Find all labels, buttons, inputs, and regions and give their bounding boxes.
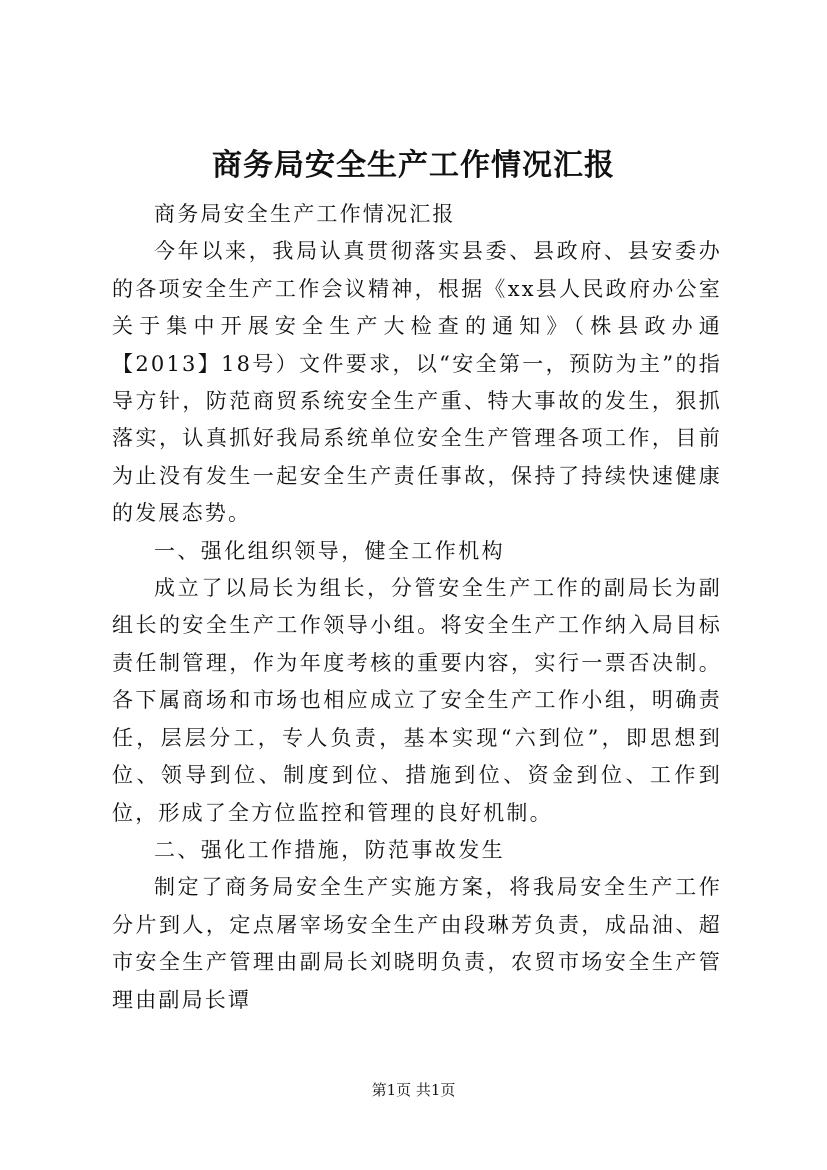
intro-paragraph: 今年以来，我局认真贯彻落实县委、县政府、县安委办的各项安全生产工作会议精神，根据《xx县人民政府办公室关于集中开展安全生产大检查的通知》（株县政办通【2013】18号）文件要求，以“安全第一，预防为主”的指导方针，防范商贸系统安全生产重、特大事故的发生，狠抓落实，认真抓好我局系统单位安全生产管理各项工作，目前为止没有发生一起安全生产责任事故，保持了持续快速健康的发展态势。	[112, 239, 722, 526]
document-title: 商务局安全生产工作情况汇报	[212, 148, 615, 183]
section-heading-2: 二、强化工作措施，防范事故发生	[154, 837, 505, 862]
section-1-paragraph: 成立了以局长为组长，分管安全生产工作的副局长为副组长的安全生产工作领导小组。将安全生产工作纳入局目标责任制管理，作为年度考核的重要内容，实行一票否决制。各下属商场和市场也相应成立了安全生产工作小组，明确责任，层层分工，专人负责，基本实现“六到位”，即思想到位、领导到位、制度到位、措施到位、资金到位、工作到位，形成了全方位监控和管理的良好机制。	[112, 576, 722, 825]
section-2-paragraph: 制定了商务局安全生产实施方案，将我局安全生产工作分片到人，定点屠宰场安全生产由段琳芳负责，成品油、超市安全生产管理由副局长刘晓明负责，农贸市场安全生产管理由副局长谭	[112, 875, 722, 1012]
section-heading-1: 一、强化组织领导，健全工作机构	[154, 538, 505, 563]
subtitle-paragraph: 商务局安全生产工作情况汇报	[154, 202, 456, 226]
page-footer: 第1页 共1页	[371, 1081, 456, 1099]
document-body	[112, 196, 722, 1019]
